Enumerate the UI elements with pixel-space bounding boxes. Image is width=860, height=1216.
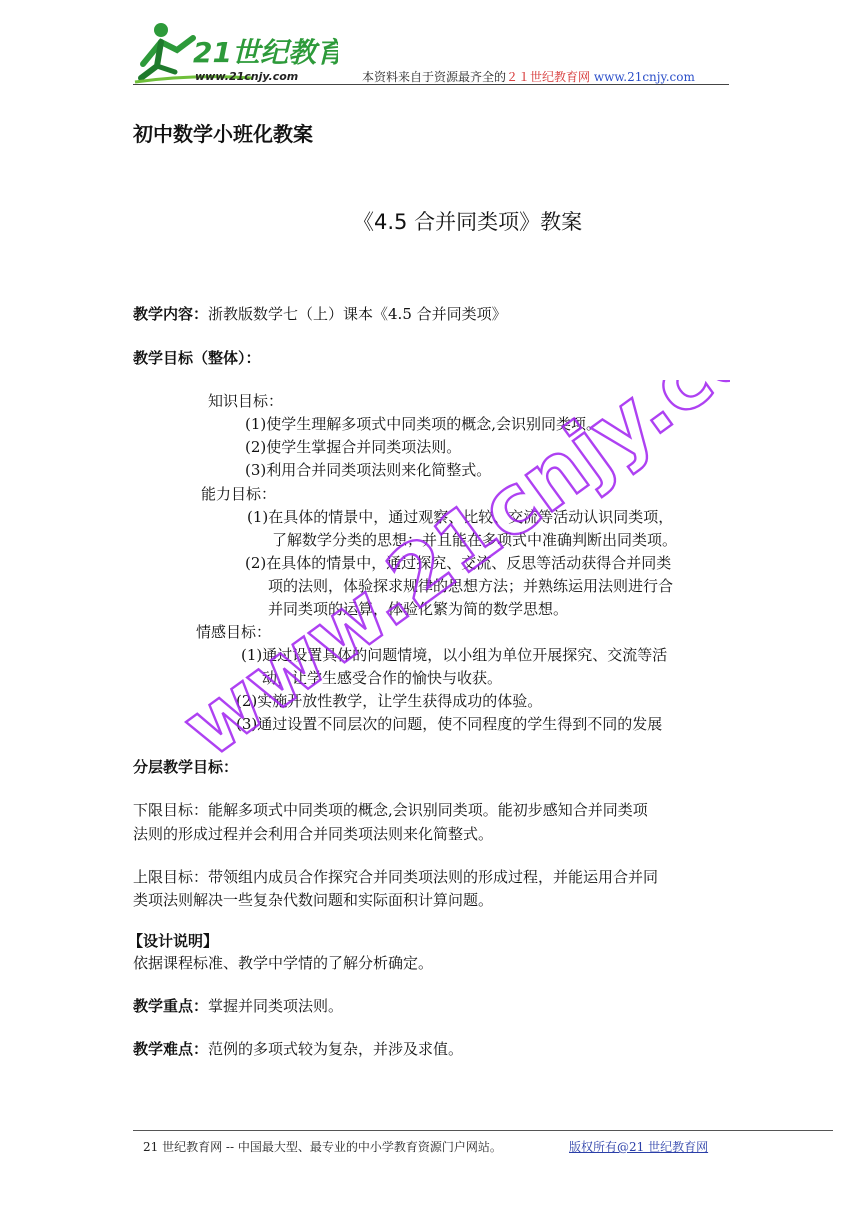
content-text: 浙教版数学七（上）课本《4.5 合并同类项》 [208,305,507,323]
key-label: 教学重点： [133,997,209,1015]
goals-heading: 教学目标（整体）： [133,349,261,367]
difficult-label: 教学难点： [133,1040,209,1058]
runner-logo-icon [133,16,338,88]
emotion-label: 情感目标： [196,623,272,641]
ability-label: 能力目标： [201,485,277,503]
header-divider [133,84,729,85]
header-note-site[interactable]: ２１世纪教育网 [506,70,591,84]
ability-item: 并同类项的运算，体验化繁为简的数学思想。 [268,600,569,618]
emotion-item: (1)通过设置具体的问题情境，以小组为单位开展探究、交流等活 [241,646,668,664]
site-logo [133,16,338,88]
layered-heading: 分层教学目标： [133,758,239,776]
upper-goal-line: 上限目标：带领组内成员合作探究合并同类项法则的形成过程，并能运用合并同 [133,868,659,886]
difficult-point [133,1038,463,1060]
emotion-item: (3)通过设置不同层次的问题，使不同程度的学生得到不同的发展 [236,715,663,733]
ability-item: (2)在具体的情景中，通过探究、交流、反思等活动获得合并同类 [245,554,672,572]
ability-item: 了解数学分类的思想；并且能在多项式中准确判断出同类项。 [272,531,678,549]
lesson-title: 《4.5 合并同类项》教案 [353,210,583,234]
footer-divider [133,1130,833,1131]
knowledge-item: (1)使学生理解多项式中同类项的概念,会识别同类项。 [245,415,602,433]
ability-item: 项的法则，体验探求规律的思想方法；并熟练运用法则进行合 [268,577,674,595]
footer-copyright-link[interactable]: 版权所有@21 世纪教育网 [569,1140,709,1154]
emotion-item: (2)实施开放性教学，让学生获得成功的体验。 [236,692,543,710]
knowledge-label: 知识目标： [208,392,284,410]
header-note-url[interactable]: www.21cnjy.com [593,70,695,84]
teaching-content [133,303,507,325]
svg-text:21世纪教育: 21世纪教育 [193,36,338,69]
design-text: 依据课程标准、教学中学情的了解分析确定。 [133,954,434,972]
key-point [133,995,343,1017]
header-note-prefix: 本资料来自于资源最齐全的 [362,70,507,84]
upper-goal-line: 类项法则解决一些复杂代数问题和实际面积计算问题。 [133,891,494,909]
emotion-item: 动，让学生感受合作的愉快与收获。 [262,669,503,687]
ability-item: (1)在具体的情景中，通过观察、比较、交流等活动认识同类项， [247,508,674,526]
svg-text:www.21cnjy.com: www.21cnjy.com [195,70,299,83]
watermark-text: www.21cnjy.com [170,380,730,777]
design-heading: 【设计说明】 [128,932,219,950]
school-title: 初中数学小班化教案 [133,122,313,146]
footer-site-description: 21 世纪教育网 -- 中国最大型、最专业的中小学教育资源门户网站。 [143,1140,502,1154]
knowledge-item: (3)利用合并同类项法则来化简整式。 [245,461,492,479]
lower-goal-line: 下限目标：能解多项式中同类项的概念,会识别同类项。能初步感知合并同类项 [133,801,648,819]
header-source-note [362,68,695,85]
lower-goal-line: 法则的形成过程并会利用合并同类项法则来化简整式。 [133,825,494,843]
knowledge-item: (2)使学生掌握合并同类项法则。 [245,438,462,456]
difficult-text: 范例的多项式较为复杂，并涉及求值。 [208,1040,464,1058]
content-label: 教学内容： [133,305,209,323]
key-text: 掌握并同类项法则。 [208,997,344,1015]
